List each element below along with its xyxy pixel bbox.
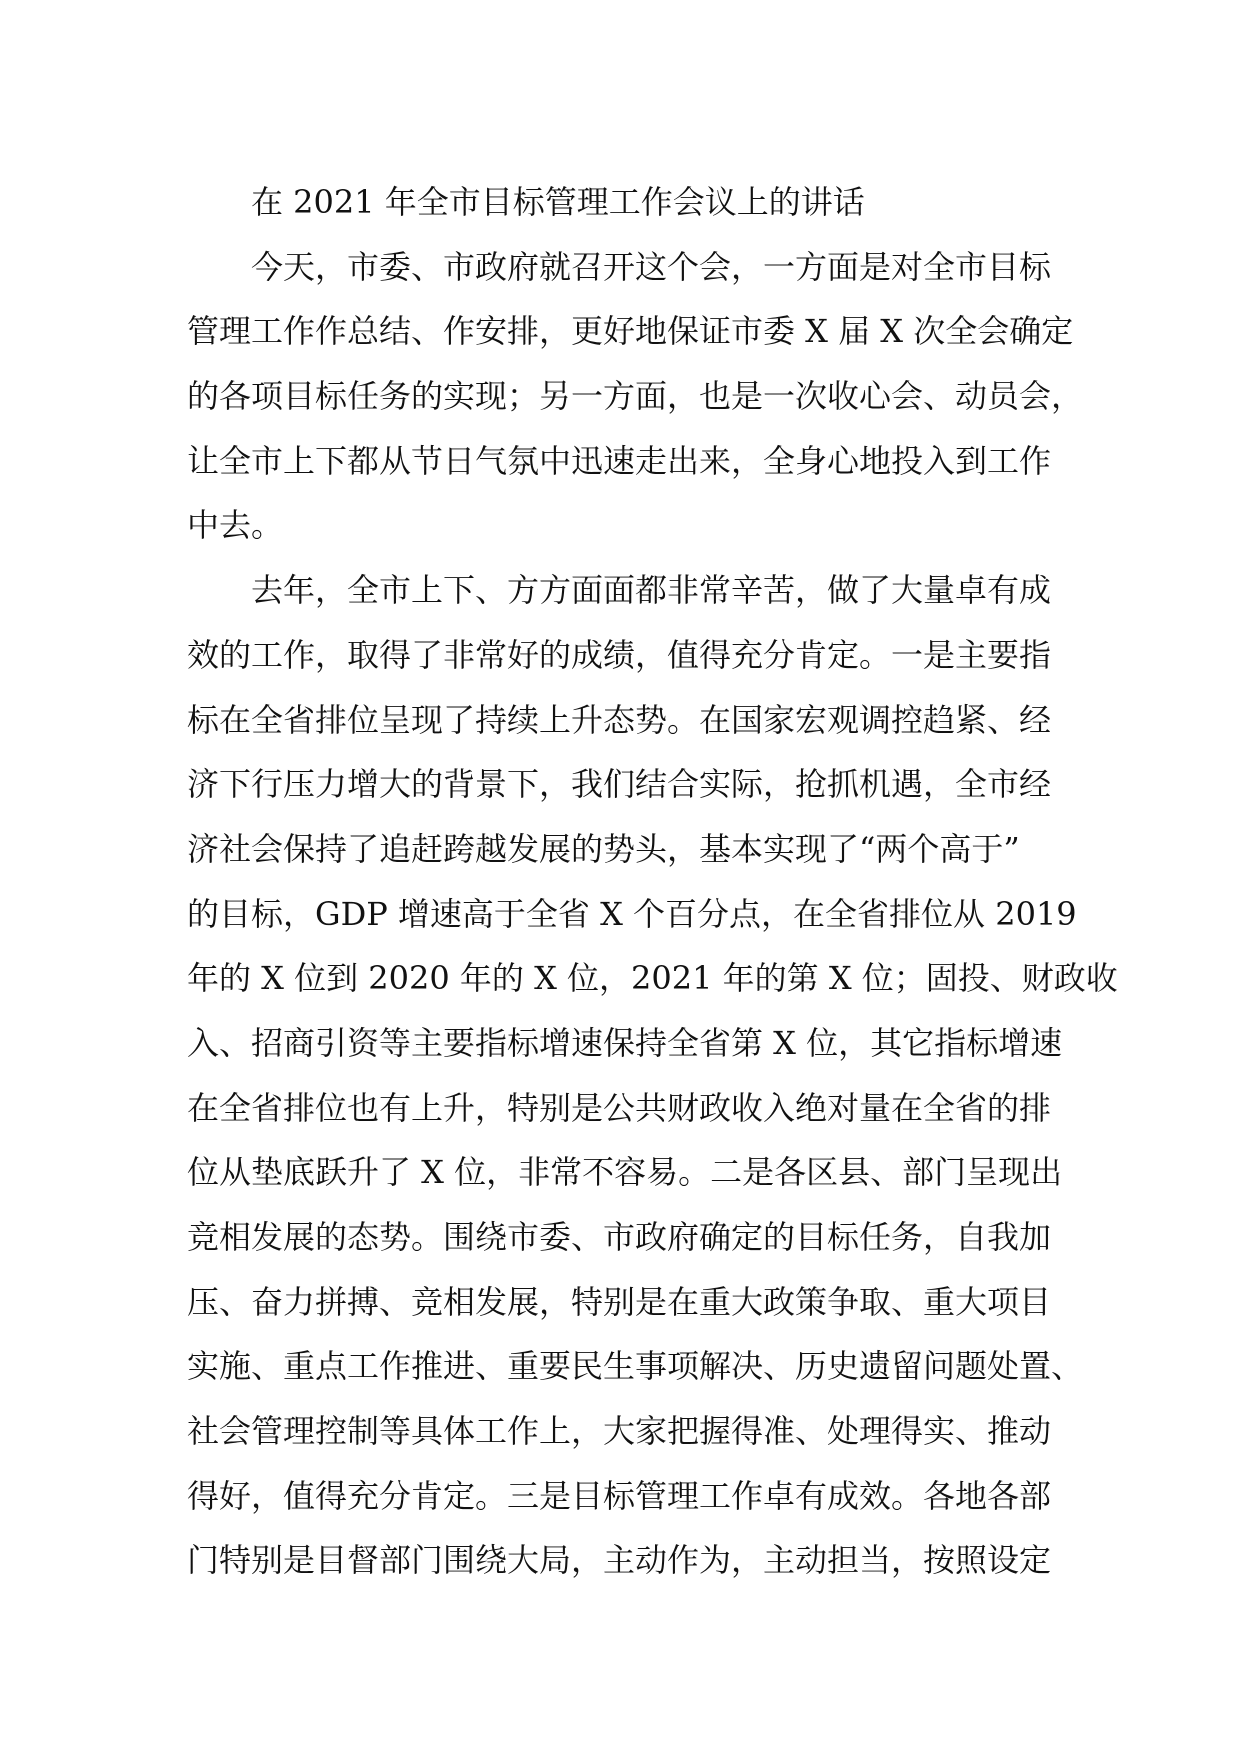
paragraph-line: 得好，值得充分肯定。三是目标管理工作卓有成效。各地各部 [187, 1476, 1052, 1515]
paragraph-line: 位从垫底跃升了 X 位，非常不容易。二是各区县、部门呈现出 [187, 1153, 1063, 1192]
paragraph-2 [187, 558, 1118, 1593]
paragraph-line: 实施、重点工作推进、重要民生事项解决、历史遗留问题处置、 [187, 1347, 1084, 1386]
paragraph-line: 去年，全市上下、方方面面都非常辛苦，做了大量卓有成 [251, 571, 1052, 610]
document-title: 在 2021 年全市目标管理工作会议上的讲话 [251, 183, 865, 221]
paragraph-line: 社会管理控制等具体工作上，大家把握得准、处理得实、推动 [187, 1412, 1052, 1451]
paragraph-line: 竞相发展的态势。围绕市委、市政府确定的目标任务，自我加 [187, 1218, 1052, 1256]
paragraph-line: 的目标，GDP 增速高于全省 X 个百分点，在全省排位从 2019 [187, 894, 1077, 933]
paragraph-line: 让全市上下都从节日气氛中迅速走出来，全身心地投入到工作 [187, 441, 1052, 480]
paragraph-line: 压、奋力拼搏、竞相发展，特别是在重大政策争取、重大项目 [187, 1282, 1052, 1321]
paragraph-line: 入、招商引资等主要指标增速保持全省第 X 位，其它指标增速 [187, 1023, 1063, 1062]
paragraph-line: 效的工作，取得了非常好的成绩，值得充分肯定。一是主要指 [187, 635, 1052, 674]
paragraph-line: 中去。 [187, 506, 284, 545]
paragraph-line: 济社会保持了追赶跨越发展的势头，基本实现了“两个高于” [187, 829, 1020, 868]
paragraph-line: 今天，市委、市政府就召开这个会，一方面是对全市目标 [251, 247, 1052, 286]
paragraph-line: 年的 X 位到 2020 年的 X 位，2021 年的第 X 位；固投、财政收 [187, 959, 1118, 998]
paragraph-line: 的各项目标任务的实现；另一方面，也是一次收心会、动员会， [187, 377, 1084, 416]
paragraph-line: 标在全省排位呈现了持续上升态势。在国家宏观调控趋紧、经 [187, 700, 1052, 739]
paragraph-line: 管理工作作总结、作安排，更好地保证市委 X 届 X 次全会确定 [187, 312, 1074, 351]
paragraph-line: 济下行压力增大的背景下，我们结合实际，抢抓机遇，全市经 [187, 765, 1052, 804]
document-body [187, 170, 1118, 1593]
paragraph-1 [187, 235, 1084, 558]
paragraph-line: 门特别是目督部门围绕大局，主动作为，主动担当，按照设定 [187, 1541, 1052, 1580]
paragraph-line: 在全省排位也有上升，特别是公共财政收入绝对量在全省的排 [187, 1088, 1052, 1127]
